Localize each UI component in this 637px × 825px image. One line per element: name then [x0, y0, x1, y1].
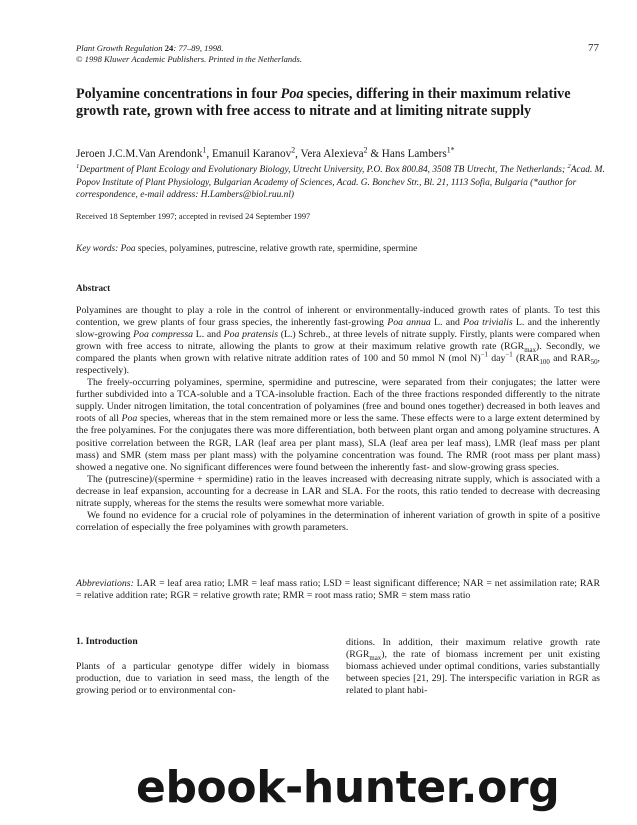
- author-2: , Emanuil Karanov: [206, 148, 292, 160]
- keywords-label: Key words:: [76, 244, 119, 254]
- journal-copyright: [76, 54, 302, 65]
- journal-pages-year: : 77–89, 1998.: [173, 43, 224, 53]
- paper-title-text: Polyamine concentrations in four Poa species, differing in their maximum relative growth rate, grown with free access to nitrate and at limiting nitrate supply: [76, 86, 571, 119]
- author-1: Jeroen J.C.M.Van Arendonk: [76, 148, 203, 160]
- journal-citation: [76, 43, 302, 54]
- keywords: [76, 243, 596, 255]
- keywords-text: Poa species, polyamines, putrescine, relative growth rate, spermidine, spermine: [120, 244, 418, 254]
- affil-2-marker: 2: [567, 162, 571, 170]
- abstract-heading: Abstract: [76, 283, 111, 293]
- author-3: , Vera Alexieva: [295, 148, 364, 160]
- abstract-paragraph: The freely-occurring polyamines, spermine, spermidine and putrescine, were separated from their conjugates; the latter were further subdivided into a TCA-soluble and a TCA-insoluble fraction. Each of the three fractions responded differently to the nitrate supply. Under nitrogen limitation, the total concentration of polyamines (free and bound ones together) decreased in both leaves and roots of all Poa species, whereas that in the stem remained more or less the same. These effects were to a large extent determined by the free polyamines. For the conjugates there was more differentiation, both between plant organ and among polyamine structures. A positive correlation between the RGR, LAR (leaf area per plant mass), SLA (leaf area per leaf mass), LMR (leaf mass per plant mass) and SMR (stem mass per plant mass) with the polyamine concentration was found. The RMR (root mass per plant mass) showed a negative one. No significant differences were found between the inherently fast- and slow-growing grass species.: [76, 377, 600, 473]
- page-number: 77: [588, 42, 599, 54]
- author-4: & Hans Lambers: [367, 148, 447, 160]
- author-4-affil: 1*: [446, 145, 455, 155]
- journal-name: Plant Growth Regulation: [76, 43, 163, 53]
- author-list: [76, 147, 606, 161]
- abstract-paragraph: Polyamines are thought to play a role in the control of inherent or environmentally-induced growth rates of plants. To test this contention, we grew plants of four grass species, the inherently fast-growing Poa annua L. and Poa trivialis L. and the inherently slow-growing Poa compressa L. and Poa pratensis (L.) Schreb., at three levels of nitrate supply. Firstly, plants were compared when grown with free access to nitrate, allowing the plants to grow at their maximum relative growth rate $(RGR_{max})$. Secondly, we compared the plants when grown with relative nitrate addition rates of 100 and 50 mmol N (mol N)$^{-1}$ day$^{-1}$ ($RAR_{100}$ and $RAR_{50}$, respectively).: [76, 305, 600, 377]
- received-dates: Received 18 September 1997; accepted in revised 24 September 1997: [76, 212, 311, 221]
- author-2-affil: 2: [291, 145, 296, 155]
- abstract-paragraph: The (putrescine)/(spermine + spermidine) ratio in the leaves increased with decreasing nitrate supply, which is associated with a decrease in leaf expansion, accounting for a decrease in LAR and SLA. For the roots, this ratio tended to decrease with decreasing nitrate supply, whereas for the stems the results were somewhat more variable.: [76, 473, 600, 509]
- affil-1-text: Department of Plant Ecology and Evolutionary Biology, Utrecht University, P.O. Box 800.84, 3508 TB Utrecht, The Netherlands;: [79, 165, 568, 175]
- affil-1-marker: 1: [76, 162, 80, 170]
- abbreviations-label: Abbreviations:: [76, 578, 134, 589]
- author-3-affil: 2: [363, 145, 368, 155]
- paper-title: [76, 86, 596, 120]
- intro-column-left: Plants of a particular genotype differ widely in biomass production, due to variation in seed mass, the length of the growing period or to environmental con-: [76, 661, 329, 697]
- journal-volume: 24: [164, 43, 174, 53]
- abbreviations: [76, 578, 600, 602]
- affiliations: [76, 164, 616, 202]
- abstract-paragraph: We found no evidence for a crucial role of polyamines in the determination of inherent variation of growth in spite of a positive correlation of especially the free polyamines with growth parameters.: [76, 509, 600, 533]
- watermark-logo: ebook-hunter.org: [136, 762, 560, 813]
- author-1-affil: 1: [202, 145, 207, 155]
- intro-column-right: ditions. In addition, their maximum relative growth rate $(RGR_{max})$, the rate of biomass increment per unit existing biomass achieved under optimal conditions, varies substantially between species [21, 29]. The interspecific variation in RGR as related to plant habi-: [346, 637, 600, 697]
- copyright-mark: ©: [76, 54, 83, 64]
- copyright-text: 1998 Kluwer Academic Publishers. Printed in the Netherlands.: [82, 54, 302, 64]
- affil-2-text: Acad. M. Popov Institute of Plant Physiology, Bulgarian Academy of Sciences, Acad. G. Bonchev Str., Bl. 21, 1113 Sofia, Bulgaria (*author for correspondence, e-mail address: H.Lambers@biol.ruu.nl): [76, 165, 605, 201]
- abbreviations-text: LAR = leaf area ratio; LMR = leaf mass ratio; LSD = least significant difference; NAR = net assimilation rate; RAR = relative addition rate; RGR = relative growth rate; RMR = root mass ratio; SMR = stem mass ratio: [76, 578, 600, 602]
- introduction-heading: 1. Introduction: [76, 636, 138, 647]
- abstract-body: [76, 305, 600, 534]
- journal-header: [76, 43, 302, 65]
